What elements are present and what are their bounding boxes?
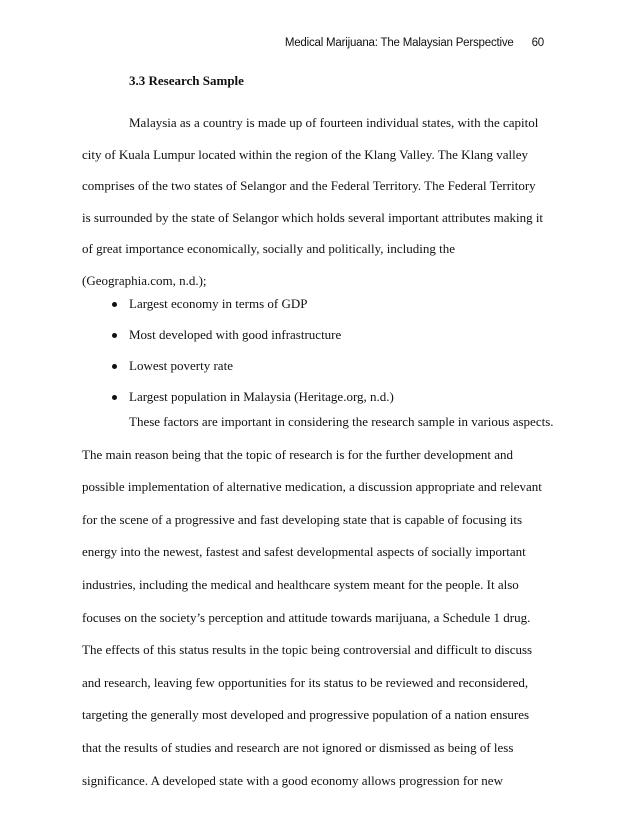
paragraph-line: The effects of this status results in the topic being controversial and difficult to discuss (82, 642, 533, 658)
running-title: Medical Marijuana: The Malaysian Perspective (284, 37, 514, 49)
bullet-icon (112, 395, 117, 400)
paragraph-line: targeting the generally most developed and progressive population of a nation ensures (82, 707, 530, 723)
paragraph-line: and research, leaving few opportunities for its status to be reviewed and reconsidered, (82, 674, 529, 690)
list-item-text: Most developed with good infrastructure (129, 327, 342, 342)
bullet-icon (112, 364, 117, 369)
list-item-text: Largest economy in terms of GDP (129, 296, 308, 311)
list-item (112, 358, 233, 374)
paragraph-line: These factors are important in considering the research sample in various aspects. (129, 414, 554, 429)
paragraph-line: energy into the newest, fastest and safest developmental aspects of socially important (82, 544, 526, 560)
paragraph-line: significance. A developed state with a good economy allows progression for new (82, 772, 503, 788)
bullet-icon (112, 302, 117, 307)
running-header (285, 37, 544, 49)
list-item (112, 296, 307, 312)
paragraph-line: that the results of studies and research are not ignored or dismissed as being of less (82, 740, 514, 755)
list-item (112, 327, 341, 343)
bullet-icon (112, 333, 117, 338)
paragraph-line: comprises of the two states of Selangor and the Federal Territory. The Federal Territory (82, 178, 536, 193)
paragraph-line: of great importance economically, socially and politically, including the (82, 241, 456, 256)
page-number: 60 (531, 37, 544, 49)
paragraph-line: (Geographia.com, n.d.); (82, 272, 207, 288)
paragraph-line: The main reason being that the topic of research is for the further development and (82, 446, 514, 462)
paragraph-line: is surrounded by the state of Selangor which holds several important attributes making it (82, 209, 544, 225)
paragraph-line: industries, including the medical and healthcare system meant for the people. It also (82, 577, 519, 592)
paragraph-line: focuses on the society’s perception and attitude towards marijuana, a Schedule 1 drug. (82, 609, 531, 625)
list-item (112, 389, 394, 405)
section-heading: 3.3 Research Sample (129, 73, 244, 88)
list-item-text: Lowest poverty rate (129, 358, 233, 373)
paragraph-line: city of Kuala Lumpur located within the region of the Klang Valley. The Klang valley (82, 146, 528, 162)
paragraph-line: Malaysia as a country is made up of fourteen individual states, with the capitol (129, 115, 539, 130)
list-item-text: Largest population in Malaysia (Heritage.org, n.d.) (129, 389, 394, 404)
paragraph-line: possible implementation of alternative medication, a discussion appropriate and relevant (82, 479, 542, 495)
paragraph-line: for the scene of a progressive and fast developing state that is capable of focusing its (82, 511, 523, 527)
